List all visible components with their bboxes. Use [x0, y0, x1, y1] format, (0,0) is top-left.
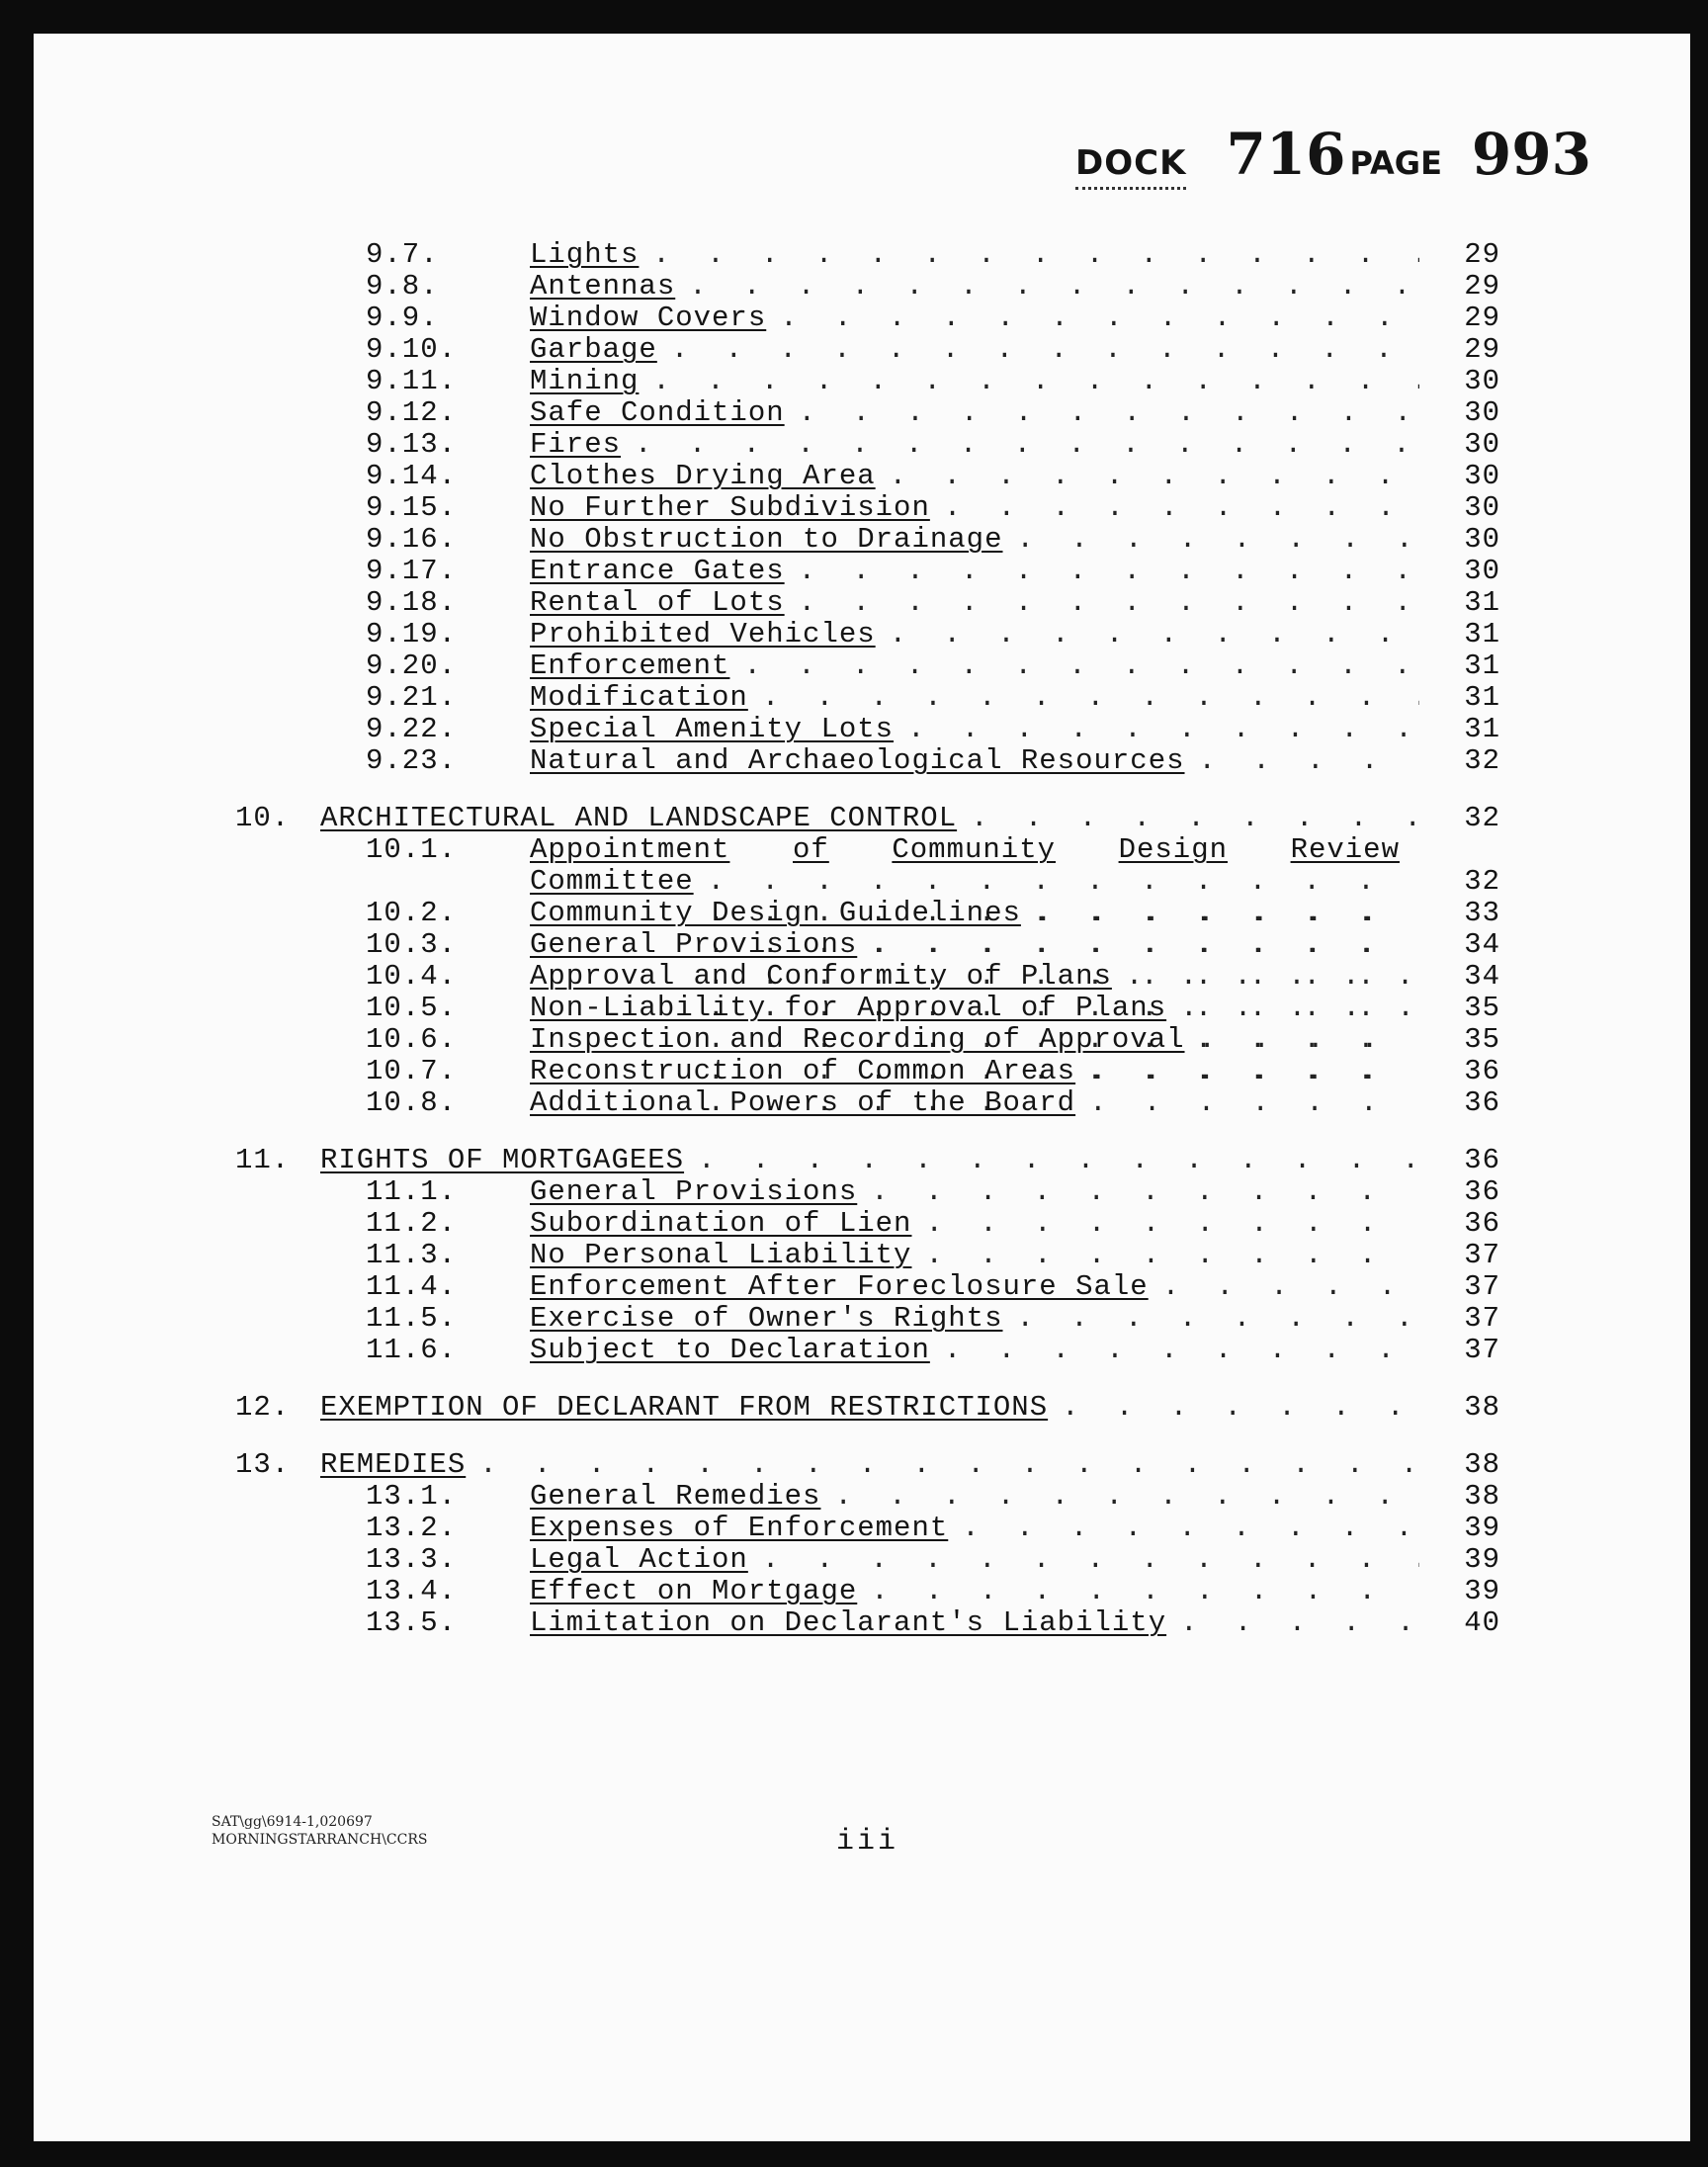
- stamp-volume: 716: [1226, 121, 1346, 188]
- toc-section-11: [34, 1145, 1690, 1176]
- item-title: No Further Subdivision: [530, 492, 930, 524]
- item-number: 10.1.: [366, 833, 458, 866]
- dot-leader: [930, 1335, 1419, 1366]
- dot-leader: [1048, 1392, 1417, 1424]
- toc-item: [34, 1056, 1690, 1087]
- dot-leader: [785, 556, 1419, 587]
- item-page: 30: [1464, 365, 1500, 397]
- dot-leader: [748, 1544, 1419, 1576]
- item-number: 13.4.: [366, 1575, 458, 1607]
- item-number: 9.22.: [366, 713, 458, 745]
- dot-leader: [1021, 898, 1419, 929]
- item-title: Enforcement: [530, 650, 730, 682]
- item-title: Rental of Lots: [530, 587, 785, 619]
- toc-item: [34, 1303, 1690, 1335]
- item-page: 37: [1464, 1334, 1500, 1366]
- dot-leader: [857, 1576, 1419, 1607]
- dot-leader: [657, 334, 1419, 366]
- item-page: 40: [1464, 1606, 1500, 1639]
- item-title: Natural and Archaeological Resources: [530, 745, 1185, 777]
- item-title: Garbage: [530, 334, 657, 366]
- item-page: 29: [1464, 270, 1500, 303]
- section-title: RIGHTS OF MORTGAGEES: [320, 1145, 685, 1176]
- item-page: 30: [1464, 396, 1500, 429]
- item-title: Effect on Mortgage: [530, 1576, 858, 1607]
- toc-item: [34, 961, 1690, 993]
- toc-item: [34, 1513, 1690, 1544]
- dot-leader: [948, 1513, 1419, 1544]
- item-page: 37: [1464, 1270, 1500, 1303]
- item-page: 30: [1464, 491, 1500, 524]
- dot-leader: [748, 682, 1419, 714]
- item-number: 10.4.: [366, 960, 458, 993]
- document-page: [34, 34, 1690, 2141]
- toc-group-13: [34, 1481, 1690, 1639]
- item-title: Limitation on Declarant's Liability: [530, 1607, 1167, 1639]
- item-number: 11.6.: [366, 1334, 458, 1366]
- section-number: 10.: [235, 802, 291, 834]
- dot-leader: [1185, 1024, 1419, 1056]
- section-number: 13.: [235, 1448, 291, 1481]
- dot-leader: [1149, 1271, 1419, 1303]
- item-page: 33: [1464, 897, 1500, 929]
- dot-leader: [785, 397, 1419, 429]
- item-page: 29: [1464, 333, 1500, 366]
- item-number: 10.2.: [366, 897, 458, 929]
- stamp-book-label: DOCK: [1075, 143, 1186, 190]
- dot-leader: [1002, 524, 1419, 556]
- toc-item: [34, 492, 1690, 524]
- dot-leader: [894, 714, 1419, 745]
- item-number: 10.6.: [366, 1023, 458, 1056]
- item-number: 9.15.: [366, 491, 458, 524]
- item-page: 34: [1464, 960, 1500, 993]
- toc-item: [34, 1087, 1690, 1119]
- item-number: 10.7.: [366, 1055, 458, 1087]
- item-page: 37: [1464, 1302, 1500, 1335]
- item-page: 36: [1464, 1207, 1500, 1240]
- item-number: 13.3.: [366, 1543, 458, 1576]
- dot-leader: [876, 619, 1419, 650]
- item-number: 13.1.: [366, 1480, 458, 1513]
- dot-leader: [621, 429, 1419, 461]
- toc-item: [34, 239, 1690, 271]
- toc-item: [34, 1481, 1690, 1513]
- section-page: 36: [1464, 1144, 1500, 1176]
- file-reference: [212, 1813, 427, 1849]
- recording-stamp: [1075, 121, 1591, 190]
- dot-leader: [729, 650, 1419, 682]
- item-page: 35: [1464, 992, 1500, 1024]
- item-number: 11.4.: [366, 1270, 458, 1303]
- item-title: Additional Powers of the Board: [530, 1087, 1076, 1119]
- item-number: 9.20.: [366, 650, 458, 682]
- item-page: 38: [1464, 1480, 1500, 1513]
- item-title: General Provisions: [530, 1176, 858, 1208]
- toc-item: [34, 1544, 1690, 1576]
- toc-item: [34, 682, 1690, 714]
- dot-leader: [857, 929, 1419, 961]
- toc-item: [34, 1208, 1690, 1240]
- item-page: 35: [1464, 1023, 1500, 1056]
- toc-item: [34, 745, 1690, 777]
- toc-item: [34, 366, 1690, 397]
- item-page: 37: [1464, 1239, 1500, 1271]
- toc-section-12: [34, 1392, 1690, 1424]
- toc-item: [34, 650, 1690, 682]
- item-title: No Personal Liability: [530, 1240, 912, 1271]
- page-number-roman: iii: [836, 1825, 899, 1859]
- item-title-line2: Committee: [530, 865, 694, 898]
- dot-leader: [1002, 1303, 1419, 1335]
- item-number: 11.2.: [366, 1207, 458, 1240]
- toc-item: [34, 429, 1690, 461]
- item-number: 9.21.: [366, 681, 458, 714]
- item-page: 39: [1464, 1512, 1500, 1544]
- item-page: 36: [1464, 1055, 1500, 1087]
- item-number: 9.19.: [366, 618, 458, 650]
- item-title: Entrance Gates: [530, 556, 785, 587]
- item-page: 34: [1464, 928, 1500, 961]
- toc-item: [34, 619, 1690, 650]
- item-number: 13.5.: [366, 1606, 458, 1639]
- item-title: General Provisions: [530, 929, 858, 961]
- item-number: 11.5.: [366, 1302, 458, 1335]
- file-path-line1: SAT\gg\6914-1,020697: [212, 1814, 373, 1830]
- item-title: Modification: [530, 682, 748, 714]
- item-number: 9.23.: [366, 744, 458, 777]
- item-title: Subordination of Lien: [530, 1208, 912, 1240]
- dot-leader: [820, 1481, 1419, 1513]
- dot-leader: [911, 1240, 1419, 1271]
- dot-leader: [639, 366, 1419, 397]
- toc-item: [34, 1607, 1690, 1639]
- dot-leader: [1166, 993, 1419, 1024]
- item-number: 9.16.: [366, 523, 458, 556]
- section-page: 38: [1464, 1391, 1500, 1424]
- section-title: REMEDIES: [320, 1449, 467, 1481]
- toc-item: [34, 334, 1690, 366]
- dot-leader: [957, 803, 1417, 834]
- item-number: 13.2.: [366, 1512, 458, 1544]
- item-number: 9.12.: [366, 396, 458, 429]
- item-title: Community Design Guidelines: [530, 898, 1021, 929]
- dot-leader: [930, 492, 1419, 524]
- item-page: 32: [1464, 744, 1500, 777]
- toc-item: [34, 271, 1690, 303]
- dot-leader: [684, 1145, 1417, 1176]
- section-number: 12.: [235, 1391, 291, 1424]
- item-title: Reconstruction of Common Areas: [530, 1056, 1076, 1087]
- item-number: 9.13.: [366, 428, 458, 461]
- toc-item: [34, 397, 1690, 429]
- toc-item: [34, 1271, 1690, 1303]
- section-number: 11.: [235, 1144, 291, 1176]
- dot-leader: [639, 239, 1419, 271]
- stamp-page-label: PAGE: [1349, 144, 1442, 182]
- item-page: 31: [1464, 618, 1500, 650]
- item-page: 31: [1464, 650, 1500, 682]
- dot-leader: [1166, 1607, 1419, 1639]
- item-number: 9.11.: [366, 365, 458, 397]
- item-number: 9.17.: [366, 555, 458, 587]
- item-number: 9.14.: [366, 460, 458, 492]
- dot-leader: [876, 461, 1419, 492]
- item-number: 9.7.: [366, 238, 439, 271]
- item-title: Exercise of Owner's Rights: [530, 1303, 1003, 1335]
- toc-section-13: [34, 1449, 1690, 1481]
- toc-group-9: [34, 239, 1690, 777]
- item-title: No Obstruction to Drainage: [530, 524, 1003, 556]
- item-number: 9.9.: [366, 302, 439, 334]
- toc-item-10-1: [34, 834, 1690, 898]
- toc-group-10: [34, 898, 1690, 1119]
- dot-leader: [675, 271, 1419, 303]
- item-title-line1: Appointment of Community Design Review: [530, 834, 1400, 866]
- dot-leader: [911, 1208, 1419, 1240]
- item-title: Fires: [530, 429, 622, 461]
- toc-item: [34, 929, 1690, 961]
- toc-item: [34, 993, 1690, 1024]
- toc-item: [34, 714, 1690, 745]
- toc-item: [34, 1335, 1690, 1366]
- dot-leader: [1075, 1056, 1419, 1087]
- item-page: 36: [1464, 1175, 1500, 1208]
- item-page: 29: [1464, 238, 1500, 271]
- item-number: 11.1.: [366, 1175, 458, 1208]
- item-page: 30: [1464, 428, 1500, 461]
- item-page: 30: [1464, 460, 1500, 492]
- item-number: 9.18.: [366, 586, 458, 619]
- section-page: 38: [1464, 1448, 1500, 1481]
- item-number: 10.3.: [366, 928, 458, 961]
- toc-group-11: [34, 1176, 1690, 1366]
- toc-item: [34, 524, 1690, 556]
- item-page: 31: [1464, 586, 1500, 619]
- item-number: 10.8.: [366, 1086, 458, 1119]
- item-title: Special Amenity Lots: [530, 714, 895, 745]
- toc-item: [34, 303, 1690, 334]
- toc-item: [34, 1240, 1690, 1271]
- stamp-page-number: 993: [1471, 121, 1591, 188]
- toc-section-10: [34, 803, 1690, 834]
- dot-leader: [466, 1449, 1417, 1481]
- item-title: Lights: [530, 239, 640, 271]
- section-page: 32: [1464, 802, 1500, 834]
- item-title: General Remedies: [530, 1481, 821, 1513]
- item-page: 31: [1464, 681, 1500, 714]
- item-title: Mining: [530, 366, 640, 397]
- section-title: ARCHITECTURAL AND LANDSCAPE CONTROL: [320, 803, 958, 834]
- item-title: Safe Condition: [530, 397, 785, 429]
- file-path-line2: MORNINGSTARRANCH\CCRS: [212, 1832, 428, 1848]
- dot-leader: [785, 587, 1419, 619]
- item-title: Enforcement After Foreclosure Sale: [530, 1271, 1149, 1303]
- dot-leader: [857, 1176, 1419, 1208]
- toc-item: [34, 587, 1690, 619]
- item-number: 11.3.: [366, 1239, 458, 1271]
- item-number: 9.8.: [366, 270, 439, 303]
- item-page: 29: [1464, 302, 1500, 334]
- item-title: Clothes Drying Area: [530, 461, 876, 492]
- item-title: Approval and Conformity of Plans: [530, 961, 1112, 993]
- toc-item: [34, 1176, 1690, 1208]
- item-title: Inspection and Recording of Approval: [530, 1024, 1185, 1056]
- item-page: 31: [1464, 713, 1500, 745]
- dot-leader: [1185, 745, 1419, 777]
- item-page: 36: [1464, 1086, 1500, 1119]
- item-number: 10.5.: [366, 992, 458, 1024]
- section-title: EXEMPTION OF DECLARANT FROM RESTRICTIONS: [320, 1392, 1049, 1424]
- toc-item: [34, 461, 1690, 492]
- toc-item: [34, 898, 1690, 929]
- item-page: 39: [1464, 1543, 1500, 1576]
- item-title: Legal Action: [530, 1544, 748, 1576]
- item-title: Window Covers: [530, 303, 767, 334]
- item-title: Non-Liability for Approval of Plans: [530, 993, 1167, 1024]
- item-title: Subject to Declaration: [530, 1335, 930, 1366]
- toc-item: [34, 1024, 1690, 1056]
- toc-item: [34, 556, 1690, 587]
- dot-leader: [1112, 961, 1419, 993]
- toc-item: [34, 1576, 1690, 1607]
- table-of-contents: [34, 239, 1690, 1639]
- item-number: 9.10.: [366, 333, 458, 366]
- item-page: 30: [1464, 555, 1500, 587]
- dot-leader: [1075, 1087, 1419, 1119]
- dot-leader: [766, 303, 1419, 334]
- item-title: Antennas: [530, 271, 676, 303]
- item-page: 30: [1464, 523, 1500, 556]
- item-title: Expenses of Enforcement: [530, 1513, 949, 1544]
- item-title: Prohibited Vehicles: [530, 619, 876, 650]
- item-page: 39: [1464, 1575, 1500, 1607]
- item-page: 32: [1464, 865, 1500, 898]
